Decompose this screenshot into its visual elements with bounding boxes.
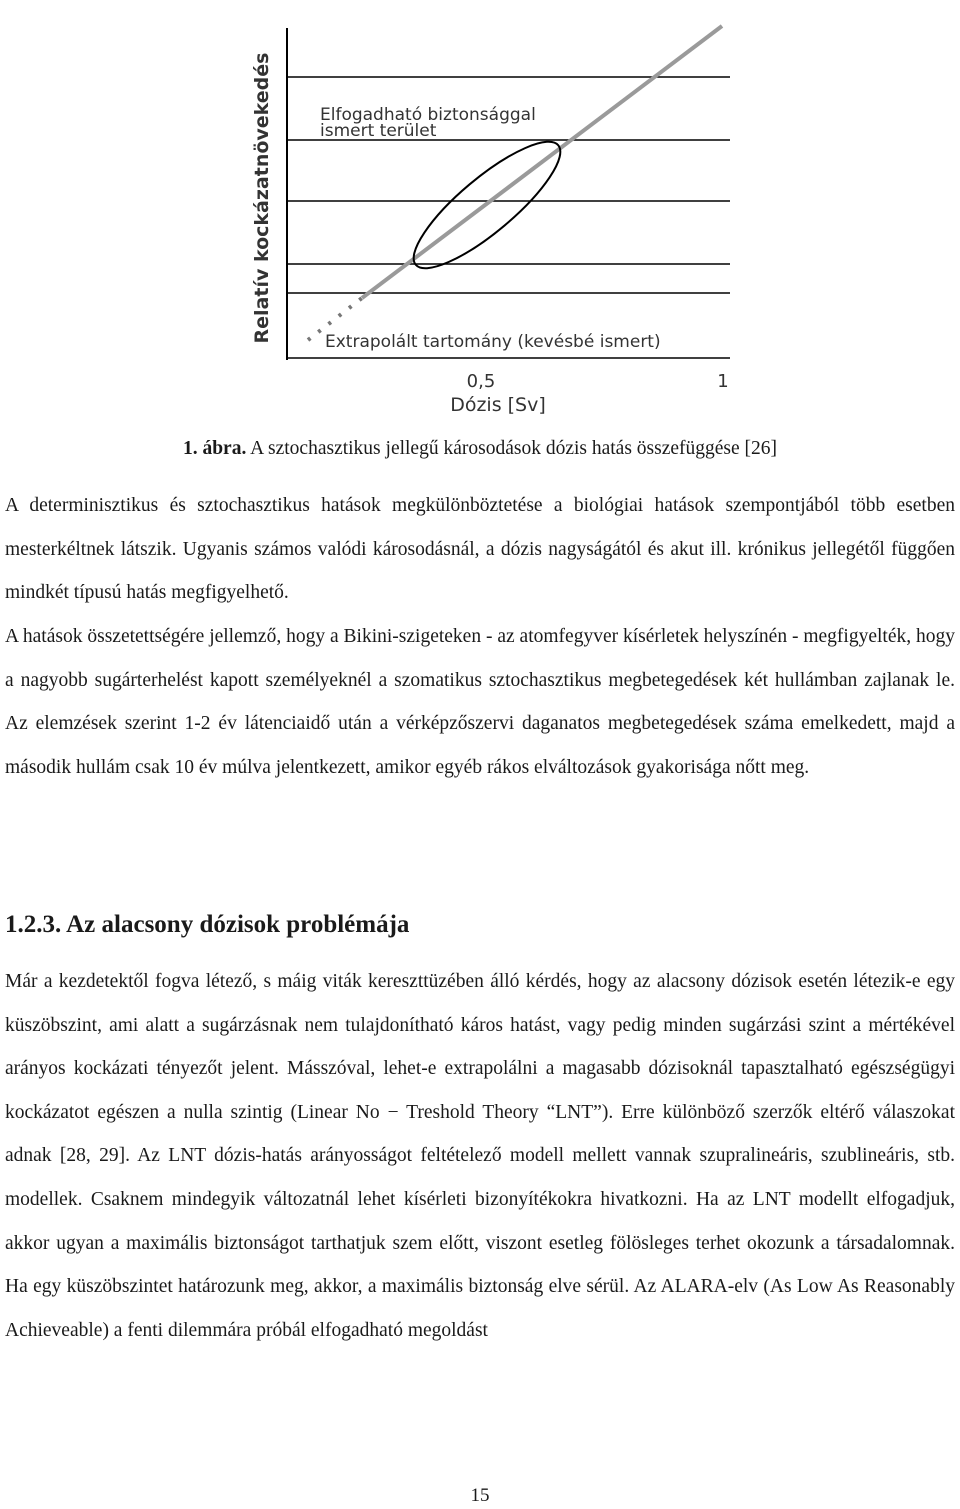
dose-response-chart xyxy=(228,18,748,420)
ellipse-label-line2: ismert terület xyxy=(320,121,437,141)
x-tick-label: 1 xyxy=(717,371,729,392)
figure-caption xyxy=(0,434,960,464)
dose-response-solid-line xyxy=(362,26,722,298)
x-tick-label: 0,5 xyxy=(466,371,496,392)
paragraph-determinisztikus: A determinisztikus és sztochasztikus hatások megkülönböztetése a biológiai hatások szempontjából több esetben mesterkéltnek látszik. Ugyanis számos valódi károsodásnál, a dózis nagyságától és akut ill. krónikus jellegétől függően mindkét típusú hatás megfigyelhető. xyxy=(5,495,955,604)
section-heading: 1.2.3. Az alacsony dózisok problémája xyxy=(5,911,410,938)
dose-response-figure xyxy=(228,18,748,420)
paragraph-bikini: A hatások összetettségére jellemző, hogy a Bikini-szigeteken - az atomfegyver kísérletek helyszínén - megfigyelték, hogy a nagyobb sugárterhelést kapott személyeknél a szomatikus sztochasztikus megbetegedések két hullámban zajlanak le. Az elemzések szerint 1-2 év látenciaidő után a vérképzőszervi daganatos megbetegedések száma emelkedett, majd a második hullám csak 10 év múlva jelentkezett, amikor egyéb rákos elváltozások gyakorisága nőtt meg. xyxy=(5,626,955,778)
x-axis-label: Dózis [Sv] xyxy=(450,394,546,416)
page-number: 15 xyxy=(470,1485,490,1506)
extrapolated-range-label: Extrapolált tartomány (kevésbé ismert) xyxy=(325,332,661,352)
paragraph-alacsony-dozis: Már a kezdetektől fogva létező, s máig viták kereszttüzében álló kérdés, hogy az alacsony dózisok esetén létezik-e egy küszöbszint, ami alatt a sugárzásnak nem tulajdonítható káros hatást, vagy pedig minden sugárzási szint a mértékével arányos kockázati tényezőt jelent. Másszóval, lehet-e extrapolálni a magasabb dózisoknál tapasztalható egészségügyi kockázatot egészen a nulla szintig (Linear No − Treshold Theory “LNT”). Erre különböző szerzők eltérő válaszokat adnak [28, 29]. Az LNT dózis-hatás arányosságot feltételező modell mellett vannak szupralineáris, szublineáris, stb. modellek. Csaknem mindegyik változatnál lehet kísérleti bizonyítékokra hivatkozni. Ha az LNT modellt elfogadjuk, akkor ugyan a maximális biztonságot tarthatjuk szem előtt, viszont esetleg fölösleges terhet okozunk a társadalomnak. Ha egy küszöbszintet határozunk meg, akkor, a maximális biztonság elve sérül. Az ALARA-elv (As Low As Reasonably Achieveable) a fenti dilemmára próbál elfogadható megoldást xyxy=(5,971,955,1341)
caption-label: 1. ábra. xyxy=(182,438,247,459)
caption-text: A sztochasztikus jellegű károsodások dózis hatás összefüggése [26] xyxy=(246,438,778,459)
ellipse-label-line1: Elfogadható biztonsággal xyxy=(320,105,536,125)
y-axis-label: Relatív kockázatnövekedés xyxy=(251,52,273,344)
